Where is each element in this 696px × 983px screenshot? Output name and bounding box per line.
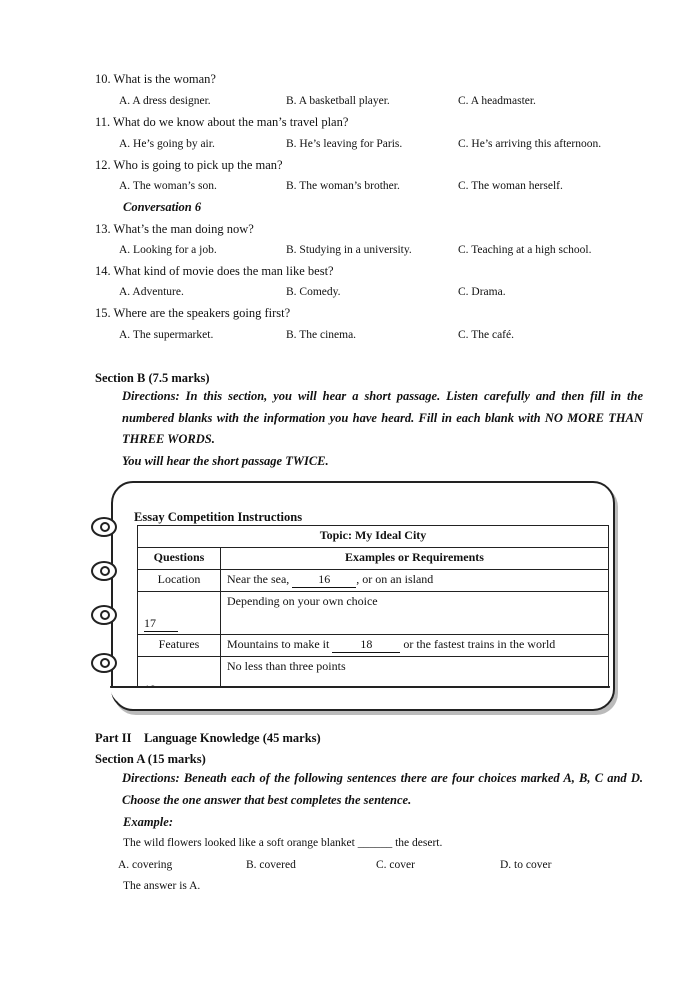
q15-option-b: B. The cinema. [286, 329, 357, 341]
table-cell-location-detail [221, 570, 609, 592]
features-text-pre: Mountains to make it [227, 637, 330, 651]
location-text-pre: Near the sea, [227, 572, 290, 586]
location-text-post: , or on an island [356, 572, 434, 586]
q14-option-c: C. Drama. [458, 286, 506, 298]
example-option-b: B. covered [246, 859, 296, 871]
example-label: Example: [123, 815, 173, 829]
q11-option-a: A. He’s going by air. [119, 138, 215, 150]
q11-option-b: B. He’s leaving for Paris. [286, 138, 403, 150]
example-option-d: D. to cover [500, 859, 552, 871]
section-b-title: Section B (7.5 marks) [95, 371, 210, 385]
binder-ring-icon [91, 605, 117, 625]
q13-option-b: B. Studying in a university. [286, 244, 412, 256]
table-cell-17 [138, 592, 221, 635]
conversation-6-heading: Conversation 6 [123, 200, 202, 214]
question-13-stem: 13. What’s the man doing now? [95, 222, 254, 236]
q10-option-b: B. A basketball player. [286, 95, 390, 107]
table-topic: Topic: My Ideal City [138, 526, 609, 548]
example-option-c: C. cover [376, 859, 415, 871]
table-header-questions: Questions [138, 548, 221, 570]
notebook-bottom-edge [110, 686, 610, 706]
blank-18: 18 [332, 637, 400, 653]
q12-option-b: B. The woman’s brother. [286, 180, 400, 192]
q10-option-a: A. A dress designer. [119, 95, 211, 107]
question-11-stem: 11. What do we know about the man’s travel plan? [95, 115, 349, 129]
binder-ring-icon [91, 653, 117, 673]
q14-option-a: A. Adventure. [119, 286, 184, 298]
section-b-twice-note: You will hear the short passage TWICE. [122, 453, 329, 468]
section-a-directions-text: Directions: Beneath each of the following sentences there are four choices marked A, B, C and D. Choose the one answer that best completes the sentence. [122, 771, 643, 807]
section-a-directions [95, 768, 643, 811]
example-sentence: The wild flowers looked like a soft orange blanket ______ the desert. [123, 837, 443, 849]
q10-option-c: C. A headmaster. [458, 95, 536, 107]
section-b-directions [95, 386, 643, 472]
table-cell-choice: Depending on your own choice [221, 592, 609, 635]
table-cell-points: No less than three points [221, 657, 609, 692]
binder-ring-icon [91, 517, 117, 537]
blank-16: 16 [292, 572, 356, 588]
q12-option-c: C. The woman herself. [458, 180, 563, 192]
example-answer: The answer is A. [123, 880, 201, 892]
table-cell-features-detail [221, 635, 609, 657]
essay-table [137, 525, 609, 692]
example-option-a: A. covering [118, 859, 173, 871]
table-cell-features: Features [138, 635, 221, 657]
question-15-stem: 15. Where are the speakers going first? [95, 306, 291, 320]
q13-option-a: A. Looking for a job. [119, 244, 217, 256]
section-a-title: Section A (15 marks) [95, 752, 206, 766]
table-header-examples: Examples or Requirements [221, 548, 609, 570]
q13-option-c: C. Teaching at a high school. [458, 244, 592, 256]
q14-option-b: B. Comedy. [286, 286, 341, 298]
table-cell-location: Location [138, 570, 221, 592]
binder-ring-icon [91, 561, 117, 581]
blank-17: 17 [144, 616, 178, 632]
question-12-stem: 12. Who is going to pick up the man? [95, 158, 283, 172]
q11-option-c: C. He’s arriving this afternoon. [458, 138, 602, 150]
q15-option-a: A. The supermarket. [119, 329, 214, 341]
question-14-stem: 14. What kind of movie does the man like best? [95, 264, 334, 278]
q12-option-a: A. The woman’s son. [119, 180, 217, 192]
part-2-title: Part II Language Knowledge (45 marks) [95, 731, 321, 745]
q15-option-c: C. The café. [458, 329, 514, 341]
features-text-post: or the fastest trains in the world [403, 637, 556, 651]
notebook-heading: Essay Competition Instructions [134, 510, 303, 524]
question-10-stem: 10. What is the woman? [95, 72, 216, 86]
section-b-directions-text: Directions: In this section, you will hear a short passage. Listen carefully and then fill in the numbered blanks with the information you have heard. Fill in each blank with NO MORE THAN THREE WORDS. [122, 389, 643, 446]
